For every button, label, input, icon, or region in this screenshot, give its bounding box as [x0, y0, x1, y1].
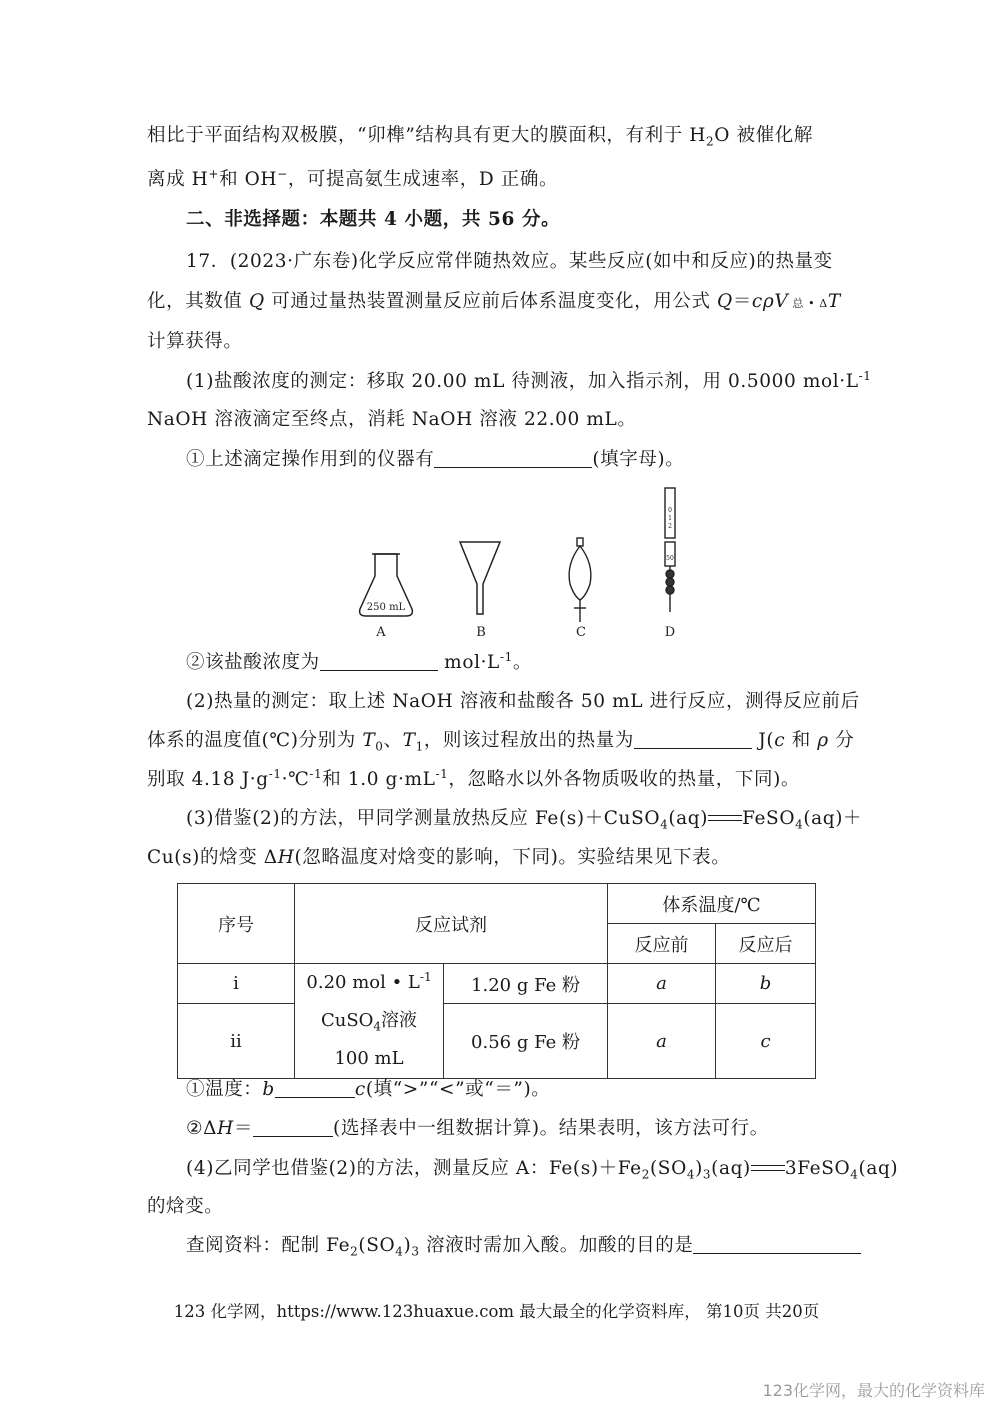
figure-label-a: A	[376, 625, 386, 640]
cell-fe-amount: 1.20 g Fe 粉	[444, 964, 608, 1004]
text-line: 离成 H+和 OH−，可提高氨生成速率，D 正确。	[147, 166, 559, 190]
cell-after: c	[716, 1004, 816, 1079]
funnel-icon	[460, 542, 500, 614]
equals-sign-icon	[751, 1162, 785, 1176]
text-line: (1)盐酸浓度的测定：移取 20.00 mL 待测液，加入指示剂，用 0.5000 $mol\cdot L^{-1}$	[186, 368, 872, 392]
separatory-funnel-icon	[569, 538, 591, 622]
figure-label-d: D	[664, 625, 676, 640]
text-line: (2)热量的测定：取上述 NaOH 溶液和盐酸各 50 mL 进行反应，测得反应前后	[186, 691, 860, 712]
text-line: (3)借鉴(2)的方法，甲同学测量放热反应 Fe(s)＋CuSO$_4$(aq) FeSO$_4$(aq)＋	[186, 808, 863, 832]
answer-blank	[320, 652, 438, 671]
text-line: 别取 4.18 $J\cdot g^{-1}\cdot℃^{-1}$和 1.0 $g\cdot mL^{-1}$，忽略水以外各物质吸收的热量，下同)。	[147, 766, 801, 790]
table-row	[178, 1004, 816, 1079]
text-line: (4)乙同学也借鉴(2)的方法，测量反应 A：$Fe(s)+Fe_2(SO_4)_3(aq)$ 3FeSO$_4$(aq)	[186, 1158, 899, 1182]
page-footer: 123 化学网，https://www.123huaxue.com 最大最全的化学资料库， 第10页 共20页	[173, 1302, 820, 1321]
subquestion-3-2: ②ΔH＝ (选择表中一组数据计算)。结果表明，该方法可行。	[186, 1118, 769, 1139]
answer-blank	[434, 449, 592, 468]
header-temp: 体系温度/℃	[608, 884, 816, 924]
text-line: 计算获得。	[147, 331, 243, 352]
cell-after: b	[716, 964, 816, 1004]
text-line: 化，其数值 Q 可通过量热装置测量反应前后体系温度变化，用公式 Q＝cρV 总 • ΔT	[147, 291, 841, 312]
text-line: 相比于平面结构双极膜，“卯榫”结构具有更大的膜面积，有利于 $H_2O$ 被催化解	[147, 125, 813, 149]
cell-seq: ii	[178, 1004, 295, 1079]
flask-volume-label: 250 mL	[366, 602, 406, 613]
cell-before: a	[608, 1004, 716, 1079]
text-line: 查阅资料：配制 $Fe_2(SO_4)_3$ 溶液时需加入酸。加酸的目的是	[186, 1234, 861, 1258]
header-after: 反应后	[716, 924, 816, 964]
subquestion-1: ①上述滴定操作用到的仪器有 (填字母)。	[186, 449, 685, 470]
svg-text:50: 50	[666, 555, 674, 562]
watermark: 123化学网，最大的化学资料库	[762, 1381, 985, 1400]
answer-blank	[253, 1118, 333, 1137]
cell-fe-amount: 0.56 g Fe 粉	[444, 1004, 608, 1079]
header-seq: 序号	[178, 884, 295, 964]
cell-shared-reagent: 0.20 mol • $L^{-1}$ CuSO$_4$溶液 100 mL	[295, 964, 444, 1079]
answer-blank	[275, 1079, 355, 1098]
text-line: 的焓变。	[147, 1196, 224, 1217]
question-17-title: 17．(2023·广东卷)化学反应常伴随热效应。某些反应(如中和反应)的热量变	[186, 251, 833, 272]
figure-label-c: C	[576, 625, 586, 640]
subquestion-3-1: ①温度：b c(填“>”“<”或“＝”)。	[186, 1079, 551, 1100]
cell-seq: i	[178, 964, 295, 1004]
header-reagent: 反应试剂	[295, 884, 608, 964]
equals-sign-icon	[708, 812, 742, 826]
answer-blank	[634, 730, 752, 749]
text-line: NaOH 溶液滴定至终点，消耗 NaOH 溶液 22.00 mL。	[147, 409, 637, 430]
svg-text:1: 1	[668, 515, 672, 522]
section-heading: 二、非选择题：本题共 4 小题，共 56 分。	[186, 209, 561, 230]
cell-before: a	[608, 964, 716, 1004]
results-table	[177, 883, 816, 1079]
text-line: Cu(s)的焓变 ΔH(忽略温度对焓变的影响，下同)。实验结果见下表。	[147, 847, 731, 868]
header-before: 反应前	[608, 924, 716, 964]
text-line: 体系的温度值(℃)分别为 $T_0$、$T_1$，则该过程放出的热量为 J(c 和 ρ 分	[147, 730, 855, 754]
table-row	[178, 964, 816, 1004]
svg-text:0: 0	[668, 507, 672, 514]
svg-text:2: 2	[668, 523, 672, 530]
answer-blank	[693, 1235, 861, 1254]
subquestion-2: ②该盐酸浓度为 $mol\cdot L^{-1}$。	[186, 649, 532, 673]
figure-label-b: B	[476, 625, 486, 640]
apparatus-figure	[350, 484, 700, 644]
